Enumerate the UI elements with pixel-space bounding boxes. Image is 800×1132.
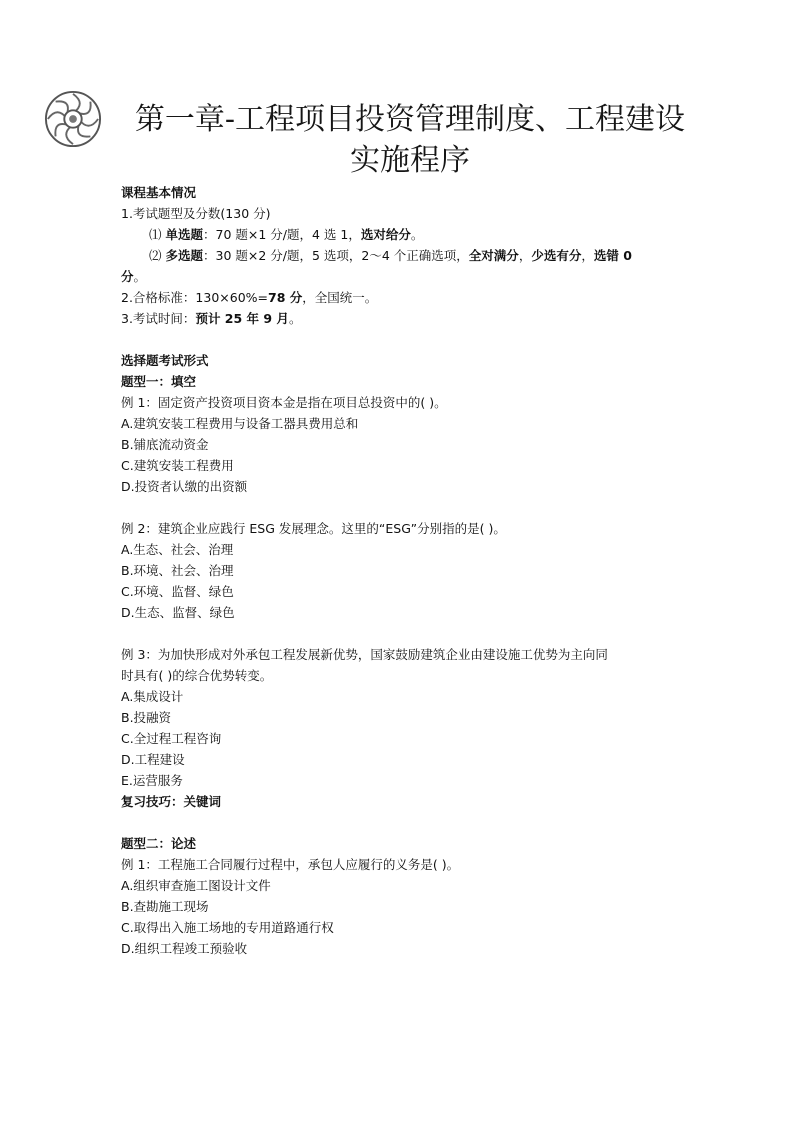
q3-option-d: D.工程建设 xyxy=(121,752,185,767)
single-label: 单选题 xyxy=(165,227,203,242)
type1-heading: 题型一：填空 xyxy=(121,374,197,389)
s2-q1-option-c: C.取得出入施工场地的专用道路通行权 xyxy=(121,920,334,935)
q3-option-e: E.运营服务 xyxy=(121,773,183,788)
pass-score: 78 分 xyxy=(268,290,303,305)
type2-heading: 题型二：论述 xyxy=(121,836,197,851)
s2-q1-option-b: B.查勘施工现场 xyxy=(121,899,209,914)
review-tip: 复习技巧：关键词 xyxy=(121,794,222,809)
multi-end: 。 xyxy=(133,269,147,284)
document-title-line2: 实施程序 xyxy=(350,143,470,178)
q1-option-b: B.铺底流动资金 xyxy=(121,437,209,452)
single-end: 。 xyxy=(410,227,424,242)
exam-time-end: 。 xyxy=(288,311,302,326)
single-num: ⑴ xyxy=(149,227,166,242)
single-bold-end: 选对给分 xyxy=(360,227,411,242)
multi-comma-2: ， xyxy=(581,248,594,263)
basic-item-1: 1.考试题型及分数(130 分) xyxy=(121,206,271,221)
section-heading-basic: 课程基本情况 xyxy=(121,185,197,200)
q1-option-a: A.建筑安装工程费用与设备工器具费用总和 xyxy=(121,416,359,431)
s2-q1-option-a: A.组织审查施工图设计文件 xyxy=(121,878,271,893)
q3-option-c: C.全过程工程咨询 xyxy=(121,731,222,746)
q1-stem: 例 1：固定资产投资项目资本金是指在项目总投资中的( )。 xyxy=(121,395,447,410)
q2-option-d: D.生态、监督、绿色 xyxy=(121,605,235,620)
multi-bold-1: 全对满分 xyxy=(468,248,519,263)
q1-option-c: C.建筑安装工程费用 xyxy=(121,458,234,473)
q2-option-a: A.生态、社会、治理 xyxy=(121,542,234,557)
single-choice-line xyxy=(121,224,691,245)
multi-num: ⑵ xyxy=(149,248,166,263)
multi-comma-1: ， xyxy=(518,248,532,263)
pass-standard-end: ，全国统一。 xyxy=(302,290,378,305)
emblem-logo xyxy=(44,90,102,148)
q2-stem: 例 2：建筑企业应践行 ESG 发展理念。这里的“ESG”分别指的是( )。 xyxy=(121,521,506,536)
exam-time-label: 3.考试时间： xyxy=(121,311,196,326)
multi-label: 多选题 xyxy=(165,248,203,263)
multi-bold-3: 选错 0 xyxy=(593,248,632,263)
single-text: ：70 题×1 分/题，4 选 1， xyxy=(203,227,361,242)
basic-item-2 xyxy=(121,287,691,308)
q3-stem-line1: 例 3：为加快形成对外承包工程发展新优势，国家鼓励建筑企业由建设施工优势为主向同 xyxy=(121,647,608,662)
q3-stem-line2: 时具有( )的综合优势转变。 xyxy=(121,668,273,683)
q3-option-b: B.投融资 xyxy=(121,710,172,725)
q2-option-b: B.环境、社会、治理 xyxy=(121,563,234,578)
document-body xyxy=(121,182,691,959)
basic-item-3 xyxy=(121,308,691,329)
s2-q1-stem: 例 1：工程施工合同履行过程中，承包人应履行的义务是( )。 xyxy=(121,857,460,872)
q1-option-d: D.投资者认缴的出资额 xyxy=(121,479,248,494)
q2-option-c: C.环境、监督、绿色 xyxy=(121,584,234,599)
document-title-line1: 第一章-工程项目投资管理制度、工程建设 xyxy=(134,102,686,137)
multi-text: ：30 题×2 分/题，5 选项，2～4 个正确选项， xyxy=(203,248,469,263)
section-heading-choice: 选择题考试形式 xyxy=(121,353,209,368)
multi-choice-line xyxy=(121,245,691,266)
exam-time-value: 预计 25 年 9 月 xyxy=(195,311,289,326)
multi-bold-3-cont: 分 xyxy=(121,269,134,284)
pass-standard-label: 2.合格标准：130×60%= xyxy=(121,290,269,305)
s2-q1-option-d: D.组织工程竣工预验收 xyxy=(121,941,248,956)
multi-bold-2: 少选有分 xyxy=(531,248,582,263)
q3-option-a: A.集成设计 xyxy=(121,689,184,704)
multi-choice-line-cont xyxy=(121,266,691,287)
